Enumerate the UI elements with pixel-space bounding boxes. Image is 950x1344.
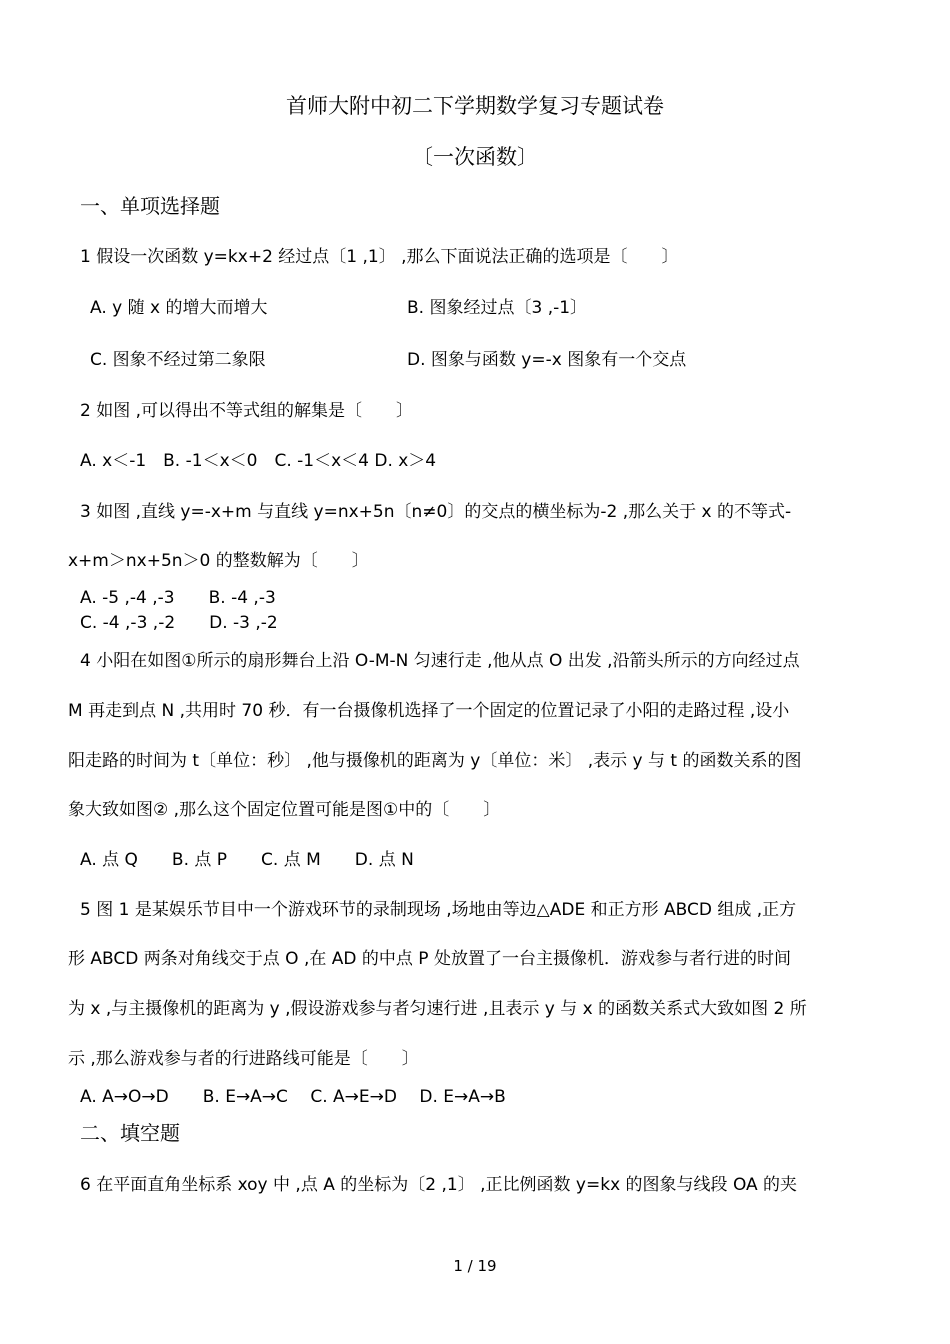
question-4-text-line-2: M 再走到点 N ,共用时 70 秒．有一台摄像机选择了一个固定的位置记录了小阳的走路过程 ,设小 (68, 701, 790, 721)
question-2-text: 2 如图 ,可以得出不等式组的解集是〔 〕 (80, 401, 414, 421)
question-6-text-line-1: 6 在平面直角坐标系 xoy 中 ,点 A 的坐标为〔2 ,1〕 ,正比例函数 y=kx 的图象与线段 OA 的夹 (80, 1175, 798, 1195)
section-heading-single-choice: 一、单项选择题 (80, 194, 220, 218)
question-1-text: 1 假设一次函数 y=kx+2 经过点〔1 ,1〕 ,那么下面说法正确的选项是〔 〕 (80, 247, 679, 267)
question-3-options-row-2: C. -4 ,-3 ,-2 D. -3 ,-2 (80, 613, 278, 633)
question-3-text-line-2: x+m＞nx+5n＞0 的整数解为〔 〕 (68, 551, 369, 571)
question-1-option-d: D. 图象与函数 y=-x 图象有一个交点 (407, 350, 687, 370)
question-2-options: A. x＜-1 B. -1＜x＜0 C. -1＜x＜4 D. x＞4 (80, 451, 437, 471)
question-1-option-a: A. y 随 x 的增大而增大 (90, 298, 268, 318)
question-5-options: A. A→O→D B. E→A→C C. A→E→D D. E→A→B (80, 1087, 506, 1107)
question-5-text-line-1: 5 图 1 是某娱乐节目中一个游戏环节的录制现场 ,场地由等边△ADE 和正方形 ABCD 组成 ,正方 (80, 900, 797, 920)
question-1-option-b: B. 图象经过点〔3 ,-1〕 (407, 298, 588, 318)
question-5-text-line-2: 形 ABCD 两条对角线交于点 O ,在 AD 的中点 P 处放置了一台主摄像机．游戏参与者行进的时间 (68, 949, 791, 969)
question-3-text-line-1: 3 如图 ,直线 y=-x+m 与直线 y=nx+5n〔n≠0〕的交点的横坐标为-2 ,那么关于 x 的不等式- (80, 502, 792, 522)
question-4-text-line-4: 象大致如图② ,那么这个固定位置可能是图①中的〔 〕 (68, 800, 501, 820)
question-1-option-c: C. 图象不经过第二象限 (90, 350, 266, 370)
document-subtitle: 〔一次函数〕 (412, 145, 538, 169)
document-title: 首师大附中初二下学期数学复习专题试卷 (286, 94, 664, 118)
question-4-text-line-3: 阳走路的时间为 t〔单位：秒〕 ,他与摄像机的距离为 y〔单位：米〕 ,表示 y 与 t 的函数关系的图 (68, 751, 802, 771)
question-4-options: A. 点 Q B. 点 P C. 点 M D. 点 N (80, 850, 414, 870)
question-5-text-line-3: 为 x ,与主摄像机的距离为 y ,假设游戏参与者匀速行进 ,且表示 y 与 x 的函数关系式大致如图 2 所 (68, 999, 807, 1019)
page-number: 1 / 19 (453, 1257, 497, 1275)
question-5-text-line-4: 示 ,那么游戏参与者的行进路线可能是〔 〕 (68, 1049, 419, 1069)
question-4-text-line-1: 4 小阳在如图①所示的扇形舞台上沿 O-M-N 匀速行走 ,他从点 O 出发 ,沿箭头所示的方向经过点 (80, 651, 800, 671)
section-heading-fill-blank: 二、填空题 (80, 1121, 180, 1145)
question-3-options-row-1: A. -5 ,-4 ,-3 B. -4 ,-3 (80, 588, 276, 608)
